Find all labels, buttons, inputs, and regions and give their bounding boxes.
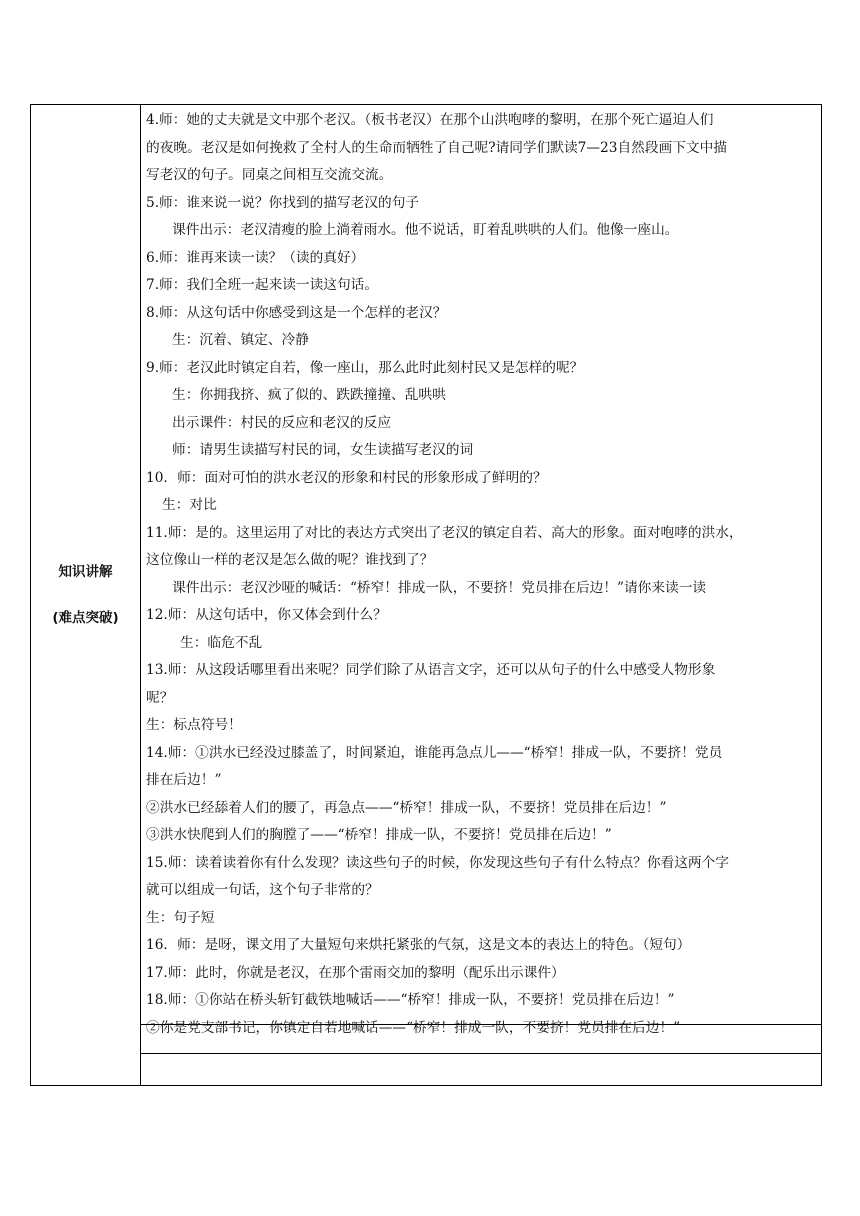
text-line: 6.师：谁再来读一读？（读的真好） [146,249,365,266]
text-line: 就可以组成一句话，这个句子非常的？ [146,882,379,898]
text-line: ②你是党支部书记，你镇定自若地喊话——“桥窄！排成一队，不要挤！党员排在后边！” [146,1019,681,1036]
text-line: 这位像山一样的老汉是怎么做的呢？谁找到了？ [146,552,434,568]
section-sublabel: (难点突破) [52,610,119,626]
text-line: 师：请男生读描写村民的词，女生读描写老汉的词 [172,442,474,458]
section-label-cell [31,105,141,1085]
lesson-table [30,104,822,1086]
text-line: 7.师：我们全班一起来读一读这句话。 [146,277,379,293]
text-line: 10．师：面对可怕的洪水老汉的形象和村民的形象形成了鲜明的？ [146,469,547,486]
lesson-content-cell [141,105,821,1085]
text-line: 写老汉的句子。同桌之间相互交流交流。 [146,167,393,183]
text-line: 排在后边！” [146,772,222,788]
text-line: 生：临危不乱 [180,634,263,651]
section-label: 知识讲解 [58,564,113,580]
row-divider [141,1053,821,1054]
text-line: 16．师：是呀，课文用了大量短句来烘托紧张的气氛，这是文本的表达上的特色。（短句） [146,937,691,953]
text-line: 生：标点符号！ [146,717,242,733]
text-line: 11.师：是的。这里运用了对比的表达方式突出了老汉的镇定自若、高大的形象。面对咆哮的洪水， [146,524,743,541]
text-line: 呢？ [146,689,174,706]
text-line: 4.师：她的丈夫就是文中那个老汉。（板书老汉）在那个山洪咆哮的黎明，在那个死亡逼迫人们 [146,112,714,128]
lesson-text [146,107,817,1042]
text-line: ②洪水已经舔着人们的腰了，再急点——“桥窄！排成一队，不要挤！党员排在后边！” [146,799,667,816]
text-line: 12.师：从这句话中，你又体会到什么？ [146,607,387,623]
text-line: 9.师：老汉此时镇定自若，像一座山，那么此时此刻村民又是怎样的呢？ [146,359,584,376]
text-line: 生：你拥我挤、疯了似的、跌跌撞撞、乱哄哄 [172,387,446,403]
text-line: 生：句子短 [146,909,215,926]
text-line: 15.师：读着读着你有什么发现？读这些句子的时候，你发现这些句子有什么特点？你看这两个字 [146,854,729,871]
text-line: 5.师：谁来说一说？你找到的描写老汉的句子 [146,194,420,211]
text-line: 14.师：①洪水已经没过膝盖了，时间紧迫，谁能再急点儿——“桥窄！排成一队，不要挤！党员 [146,744,723,761]
text-line: 的夜晚。老汉是如何挽救了全村人的生命而牺牲了自己呢?请同学们默读7—23自然段画下文中描 [146,139,727,156]
text-line: 生：沉着、镇定、冷静 [172,332,309,348]
text-line: 课件出示：老汉沙哑的喊话：“桥窄！排成一队，不要挤！党员排在后边！”请你来读一读 [172,579,707,596]
text-line: 17.师：此时，你就是老汉，在那个雷雨交加的黎明（配乐出示课件） [146,964,565,981]
text-line: 出示课件：村民的反应和老汉的反应 [172,414,392,431]
text-line: 13.师：从这段话哪里看出来呢？同学们除了从语言文字，还可以从句子的什么中感受人物形象 [146,662,716,678]
text-line: 8.师：从这句话中你感受到这是一个怎样的老汉？ [146,304,447,321]
text-line: ③洪水快爬到人们的胸膛了——“桥窄！排成一队，不要挤！党员排在后边！” [146,827,612,843]
text-line: 生：对比 [162,497,217,513]
text-line: 课件出示：老汉清瘦的脸上淌着雨水。他不说话，盯着乱哄哄的人们。他像一座山。 [172,222,679,238]
text-line: 18.师：①你站在桥头斩钉截铁地喊话——“桥窄！排成一队，不要挤！党员排在后边！” [146,992,675,1008]
